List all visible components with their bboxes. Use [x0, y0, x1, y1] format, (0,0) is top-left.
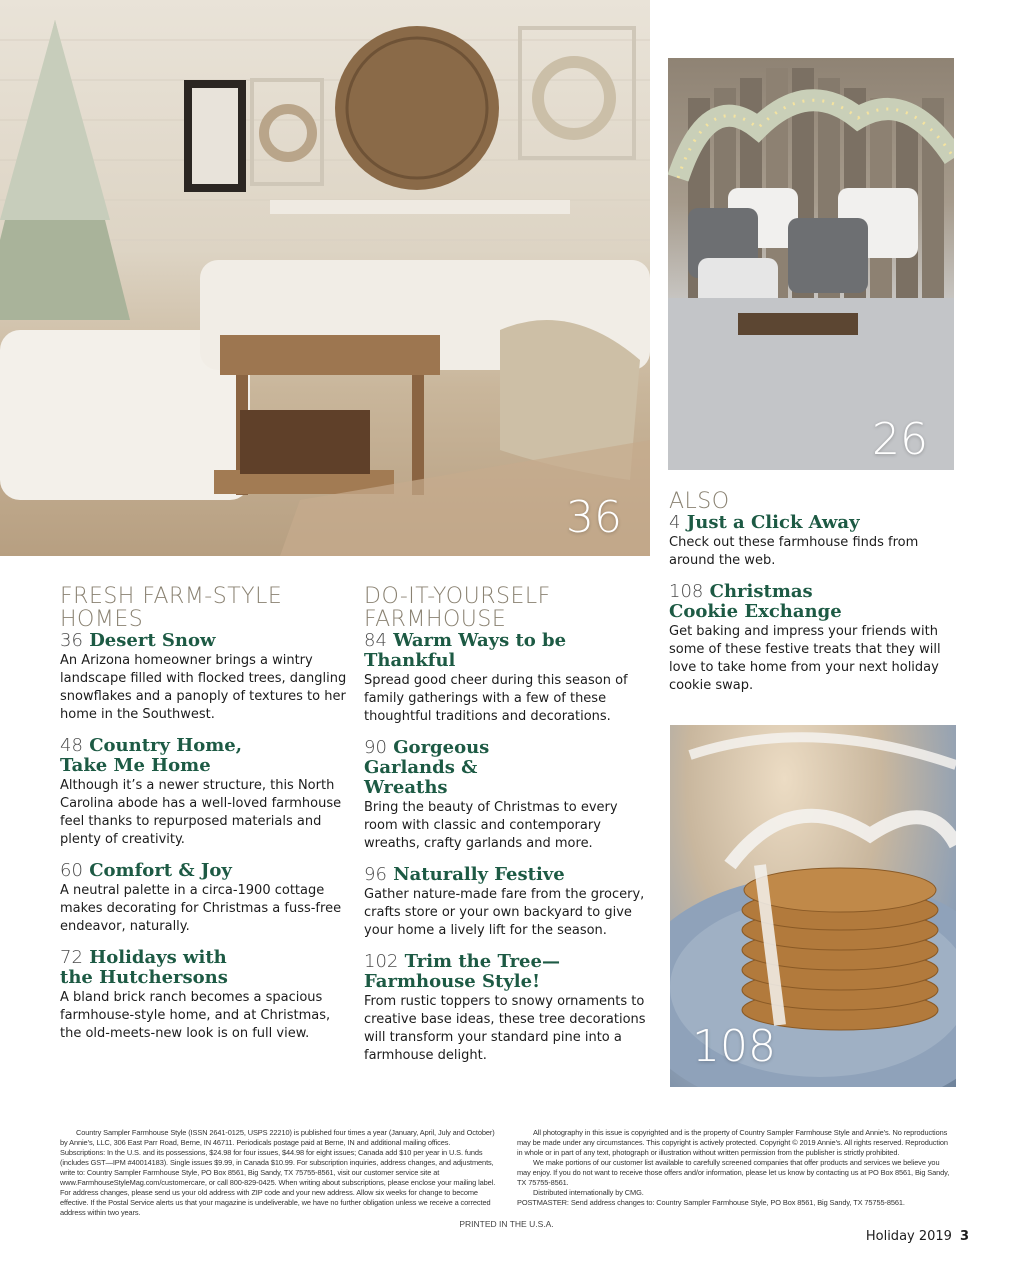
- column-also: [669, 490, 954, 695]
- entry-title: 108 Christmas Cookie Exchange: [669, 581, 842, 622]
- distribution-statement: Distributed internationally by CMG.: [533, 1188, 644, 1197]
- column-fresh-farm-style-homes: [60, 585, 350, 1043]
- toc-entry[interactable]: [364, 738, 654, 853]
- entry-title: 90 Gorgeous Garlands & Wreaths: [364, 737, 490, 798]
- publication-statement: Country Sampler Farmhouse Style (ISSN 2641-0125, USPS 22210) is published four times a year (January, April, July and October) by Annie’s, LLC, 306 East Parr Road, Berne, IN 46711. Periodicals postage paid at Berne, IN and additional mailing offices. Subscriptions: In the U.S. and its possessions, $24.98 for four issues, $44.98 for eight issues; Canada add $10 per year in U.S. funds (includes GST—IPM #40014183). Single issues $9.99, in Canada $10.99. For subscription inquiries, address changes, and adjustments, write to: Country Sampler Farmhouse Style, PO Box 8561, Big Sandy, TX 75755-8561, visit our customer service site at www.FarmhouseStyleMag.com/customercare, or call 800-829-0425. When writing about subscriptions, please enclose your mailing label. For address changes, please send us your old address with ZIP code and your new address. Allow six weeks for change to become effective. If the Postal Service alerts us that your magazine is undeliverable, we have no further obligation unless we receive a corrected address within two years.: [60, 1128, 496, 1217]
- entry-title: 4 Just a Click Away: [669, 512, 860, 533]
- bedroom-photo: [668, 58, 954, 470]
- entry-description: Spread good cheer during this season of family gatherings with a few of these thoughtful traditions and decorations.: [364, 673, 628, 724]
- toc-entry[interactable]: [60, 861, 350, 936]
- entry-description: Gather nature-made fare from the grocery, crafts store or your own backyard to give your home a lively lift for the season.: [364, 887, 645, 938]
- entry-description: Although it’s a newer structure, this North Carolina abode has a well-loved farmhouse feel thanks to repurposed materials and plenty of creativity.: [60, 778, 342, 847]
- living-room-photo: [0, 0, 650, 556]
- page-number-overlay-26: 26: [872, 414, 928, 465]
- bedroom-illustration: [668, 58, 954, 470]
- entry-title: 84 Warm Ways to be Thankful: [364, 630, 567, 671]
- toc-entry[interactable]: [60, 948, 350, 1043]
- entry-title: 96 Naturally Festive: [364, 864, 565, 885]
- issue-label: Holiday 2019: [865, 1229, 952, 1244]
- toc-entry[interactable]: [669, 582, 954, 695]
- living-room-illustration: [0, 0, 650, 556]
- postmaster-statement: POSTMASTER: Send address changes to: Country Sampler Farmhouse Style, PO Box 8561, Big Sandy, TX 75755-8561.: [517, 1198, 905, 1207]
- entry-title: 72 Holidays with the Hutchersons: [60, 947, 228, 988]
- toc-entry[interactable]: [60, 631, 350, 724]
- page-number-overlay-108: 108: [692, 1021, 776, 1072]
- section-title: FRESH FARM-STYLE HOMES: [60, 584, 283, 632]
- entry-title: 60 Comfort & Joy: [60, 860, 232, 881]
- printed-in-usa: PRINTED IN THE U.S.A.: [459, 1219, 554, 1229]
- cookies-photo: [670, 725, 956, 1087]
- copyright-statement: All photography in this issue is copyrighted and is the property of Country Sampler Farmhouse Style and Annie’s. No reproductions may be made under any circumstances. This copyright is actively protected. Copyright © 2019 Annie’s. All rights reserved. Reproduction in whole or in part of any text, photograph or illustration without written permission from the publisher is strictly prohibited.: [517, 1128, 948, 1157]
- entry-title: 102 Trim the Tree—Farmhouse Style!: [364, 951, 560, 992]
- entry-description: A neutral palette in a circa-1900 cottage makes decorating for Christmas a fuss-free endeavor, naturally.: [60, 883, 342, 934]
- page-number: 3: [959, 1229, 969, 1244]
- toc-entry[interactable]: [364, 952, 654, 1065]
- page-folio: [866, 1229, 969, 1244]
- entry-description: An Arizona homeowner brings a wintry landscape filled with flocked trees, dangling snowflakes and a panoply of textures to her home in the Southwest.: [60, 653, 347, 722]
- entry-description: Check out these farmhouse finds from around the web.: [669, 535, 919, 568]
- privacy-statement: We make portions of our customer list available to carefully screened companies that offer products and services we believe you may enjoy. If you do not want to receive those offers and/or information, please let us know by contacting us at PO Box 8561, Big Sandy, TX 75755-8561.: [517, 1158, 950, 1187]
- section-title: DO-IT-YOURSELF FARMHOUSE: [364, 584, 551, 632]
- section-title: ALSO: [669, 489, 730, 514]
- entry-description: From rustic toppers to snowy ornaments to creative base ideas, these tree decorations will transform your standard pine into a farmhouse delight.: [364, 994, 646, 1063]
- toc-entry[interactable]: [669, 513, 954, 570]
- entry-title: 48 Country Home, Take Me Home: [60, 735, 242, 776]
- entry-description: A bland brick ranch becomes a spacious farmhouse-style home, and at Christmas, the old-meets-new look is on full view.: [60, 990, 331, 1041]
- toc-entry[interactable]: [364, 865, 654, 940]
- entry-title: 36 Desert Snow: [60, 630, 216, 651]
- toc-entry[interactable]: [364, 631, 654, 726]
- toc-entry[interactable]: [60, 736, 350, 849]
- entry-description: Get baking and impress your friends with some of these festive treats that they will love to take home from your next holiday cookie swap.: [669, 624, 941, 693]
- column-do-it-yourself-farmhouse: [364, 585, 654, 1065]
- page-number-overlay-36: 36: [566, 492, 622, 543]
- publication-info: [60, 1128, 497, 1218]
- copyright-info: [517, 1128, 954, 1208]
- entry-description: Bring the beauty of Christmas to every room with classic and contemporary wreaths, crafty garlands and more.: [364, 800, 618, 851]
